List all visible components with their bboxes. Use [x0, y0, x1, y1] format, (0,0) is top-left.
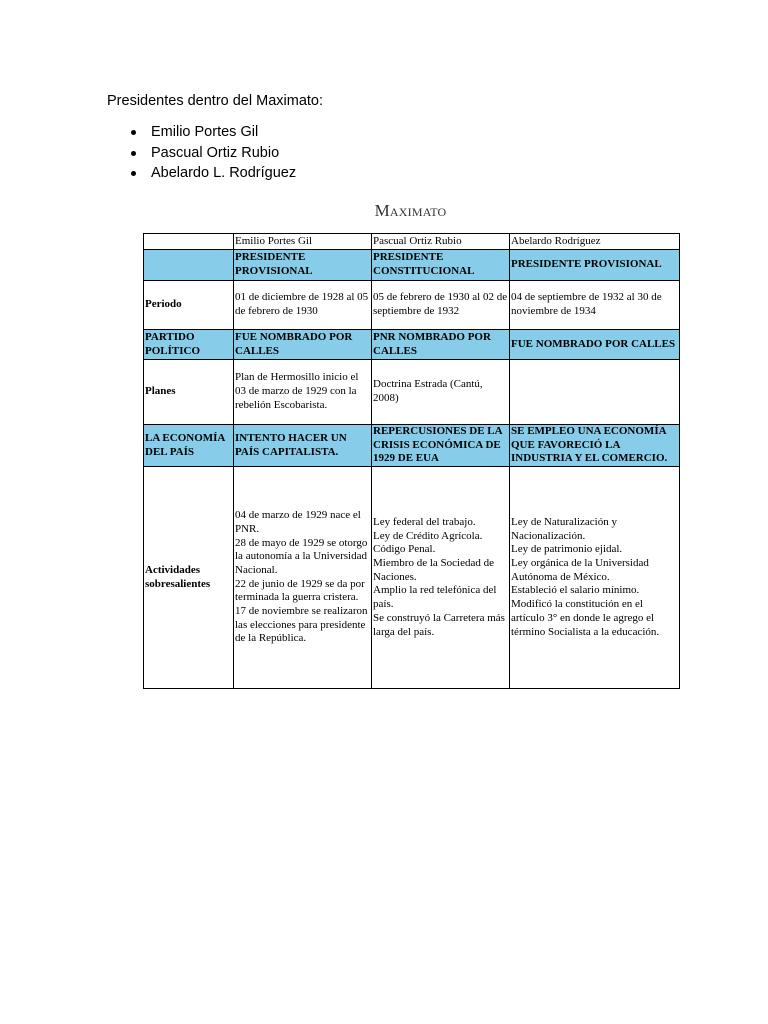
table-cell: FUE NOMBRADO POR CALLES [510, 330, 680, 360]
table-cell: INTENTO HACER UN PAÍS CAPITALISTA. [234, 425, 372, 467]
table-cell: SE EMPLEO UNA ECONOMÍA QUE FAVORECIÓ LA INDUSTRIA Y EL COMERCIO. [510, 425, 680, 467]
table-cell: Plan de Hermosillo inicio el 03 de marzo de 1929 con la rebelión Escobarista. [234, 360, 372, 425]
activity-item: Ley de Crédito Agrícola. [373, 529, 483, 542]
bullet-icon [131, 130, 136, 135]
row-label: Periodo [144, 281, 234, 330]
table-cell [510, 467, 680, 689]
table-cell: PRESIDENTE PROVISIONAL [234, 250, 372, 281]
list-item [128, 143, 296, 164]
table-header-row [144, 234, 680, 250]
header-cell-pascual-ortiz-rubio: Pascual Ortiz Rubio [372, 234, 510, 250]
list-item [128, 163, 296, 184]
row-label: Planes [144, 360, 234, 425]
activity-item: 17 de noviembre se realizaron las elecciones para presidente de la República. [235, 605, 368, 645]
table-cell [234, 467, 372, 689]
activity-item: Estableció el salario mínimo. [511, 584, 640, 597]
table-row-partido [144, 330, 680, 360]
table-cell: FUE NOMBRADO POR CALLES [234, 330, 372, 360]
table-row-economia [144, 425, 680, 467]
table-cell: Doctrina Estrada (Cantú, 2008) [372, 360, 510, 425]
activity-item: Código Penal. [373, 543, 436, 556]
activity-item: Ley de Naturalización y Nacionalización. [511, 515, 617, 542]
table-cell: 05 de febrero de 1930 al 02 de septiembre de 1932 [372, 281, 510, 330]
bullet-icon [131, 171, 136, 176]
table-row-planes [144, 360, 680, 425]
table-cell [372, 467, 510, 689]
bullet-icon [131, 151, 136, 156]
presidents-list [128, 122, 296, 184]
header-cell-empty [144, 234, 234, 250]
president-name: Pascual Ortiz Rubio [151, 144, 280, 161]
row-label: LA ECONOMÍA DEL PAÍS [144, 425, 234, 467]
activity-item: Se construyó la Carretera más larga del país. [373, 611, 505, 638]
table-cell: PRESIDENTE PROVISIONAL [510, 250, 680, 281]
row-label: Actividades sobresalientes [144, 467, 234, 689]
row-label: PARTIDO POLÍTICO [144, 330, 234, 360]
maximato-table [143, 233, 680, 689]
table-cell: 04 de septiembre de 1932 al 30 de noviembre de 1934 [510, 281, 680, 330]
table-cell: PNR NOMBRADO POR CALLES [372, 330, 510, 360]
activity-item: Modificó la constitución en el artículo 3° en donde le agrego el término Socialista a la educación. [511, 598, 660, 638]
activity-item: 22 de junio de 1929 se da por terminada la guerra cristera. [235, 577, 365, 604]
activity-item: Miembro de la Sociedad de Naciones. [373, 557, 494, 583]
intro-heading: Presidentes dentro del Maximato: [107, 93, 323, 109]
table-cell: REPERCUSIONES DE LA CRISIS ECONÓMICA DE 1929 DE EUA [372, 425, 510, 467]
activity-item: 04 de marzo de 1929 nace el PNR. [235, 509, 361, 535]
activity-item: Ley federal del trabajo. [373, 515, 476, 528]
activity-item: Amplio la red telefónica del país. [373, 584, 497, 611]
president-name: Abelardo L. Rodríguez [151, 165, 297, 181]
table-title: Maximato [374, 201, 447, 220]
table-row-periodo [144, 281, 680, 330]
activity-item: Ley de patrimonio ejidal. [511, 543, 623, 556]
president-name: Emilio Portes Gil [151, 124, 259, 140]
list-item [128, 122, 296, 143]
header-cell-abelardo-rodriguez: Abelardo Rodríguez [510, 234, 680, 250]
table-row-cargo [144, 250, 680, 281]
header-cell-emilio-portes-gil: Emilio Portes Gil [234, 234, 372, 250]
table-cell [144, 250, 234, 281]
table-cell: 01 de diciembre de 1928 al 05 de febrero de 1930 [234, 281, 372, 330]
table-row-actividades [144, 467, 680, 689]
table-cell [510, 360, 680, 425]
activity-item: Ley orgánica de la Universidad Autónoma de México. [511, 557, 649, 583]
activity-item: 28 de mayo de 1929 se otorgo la autonomía a la Universidad Nacional. [235, 536, 368, 576]
table-cell: PRESIDENTE CONSTITUCIONAL [372, 250, 510, 281]
